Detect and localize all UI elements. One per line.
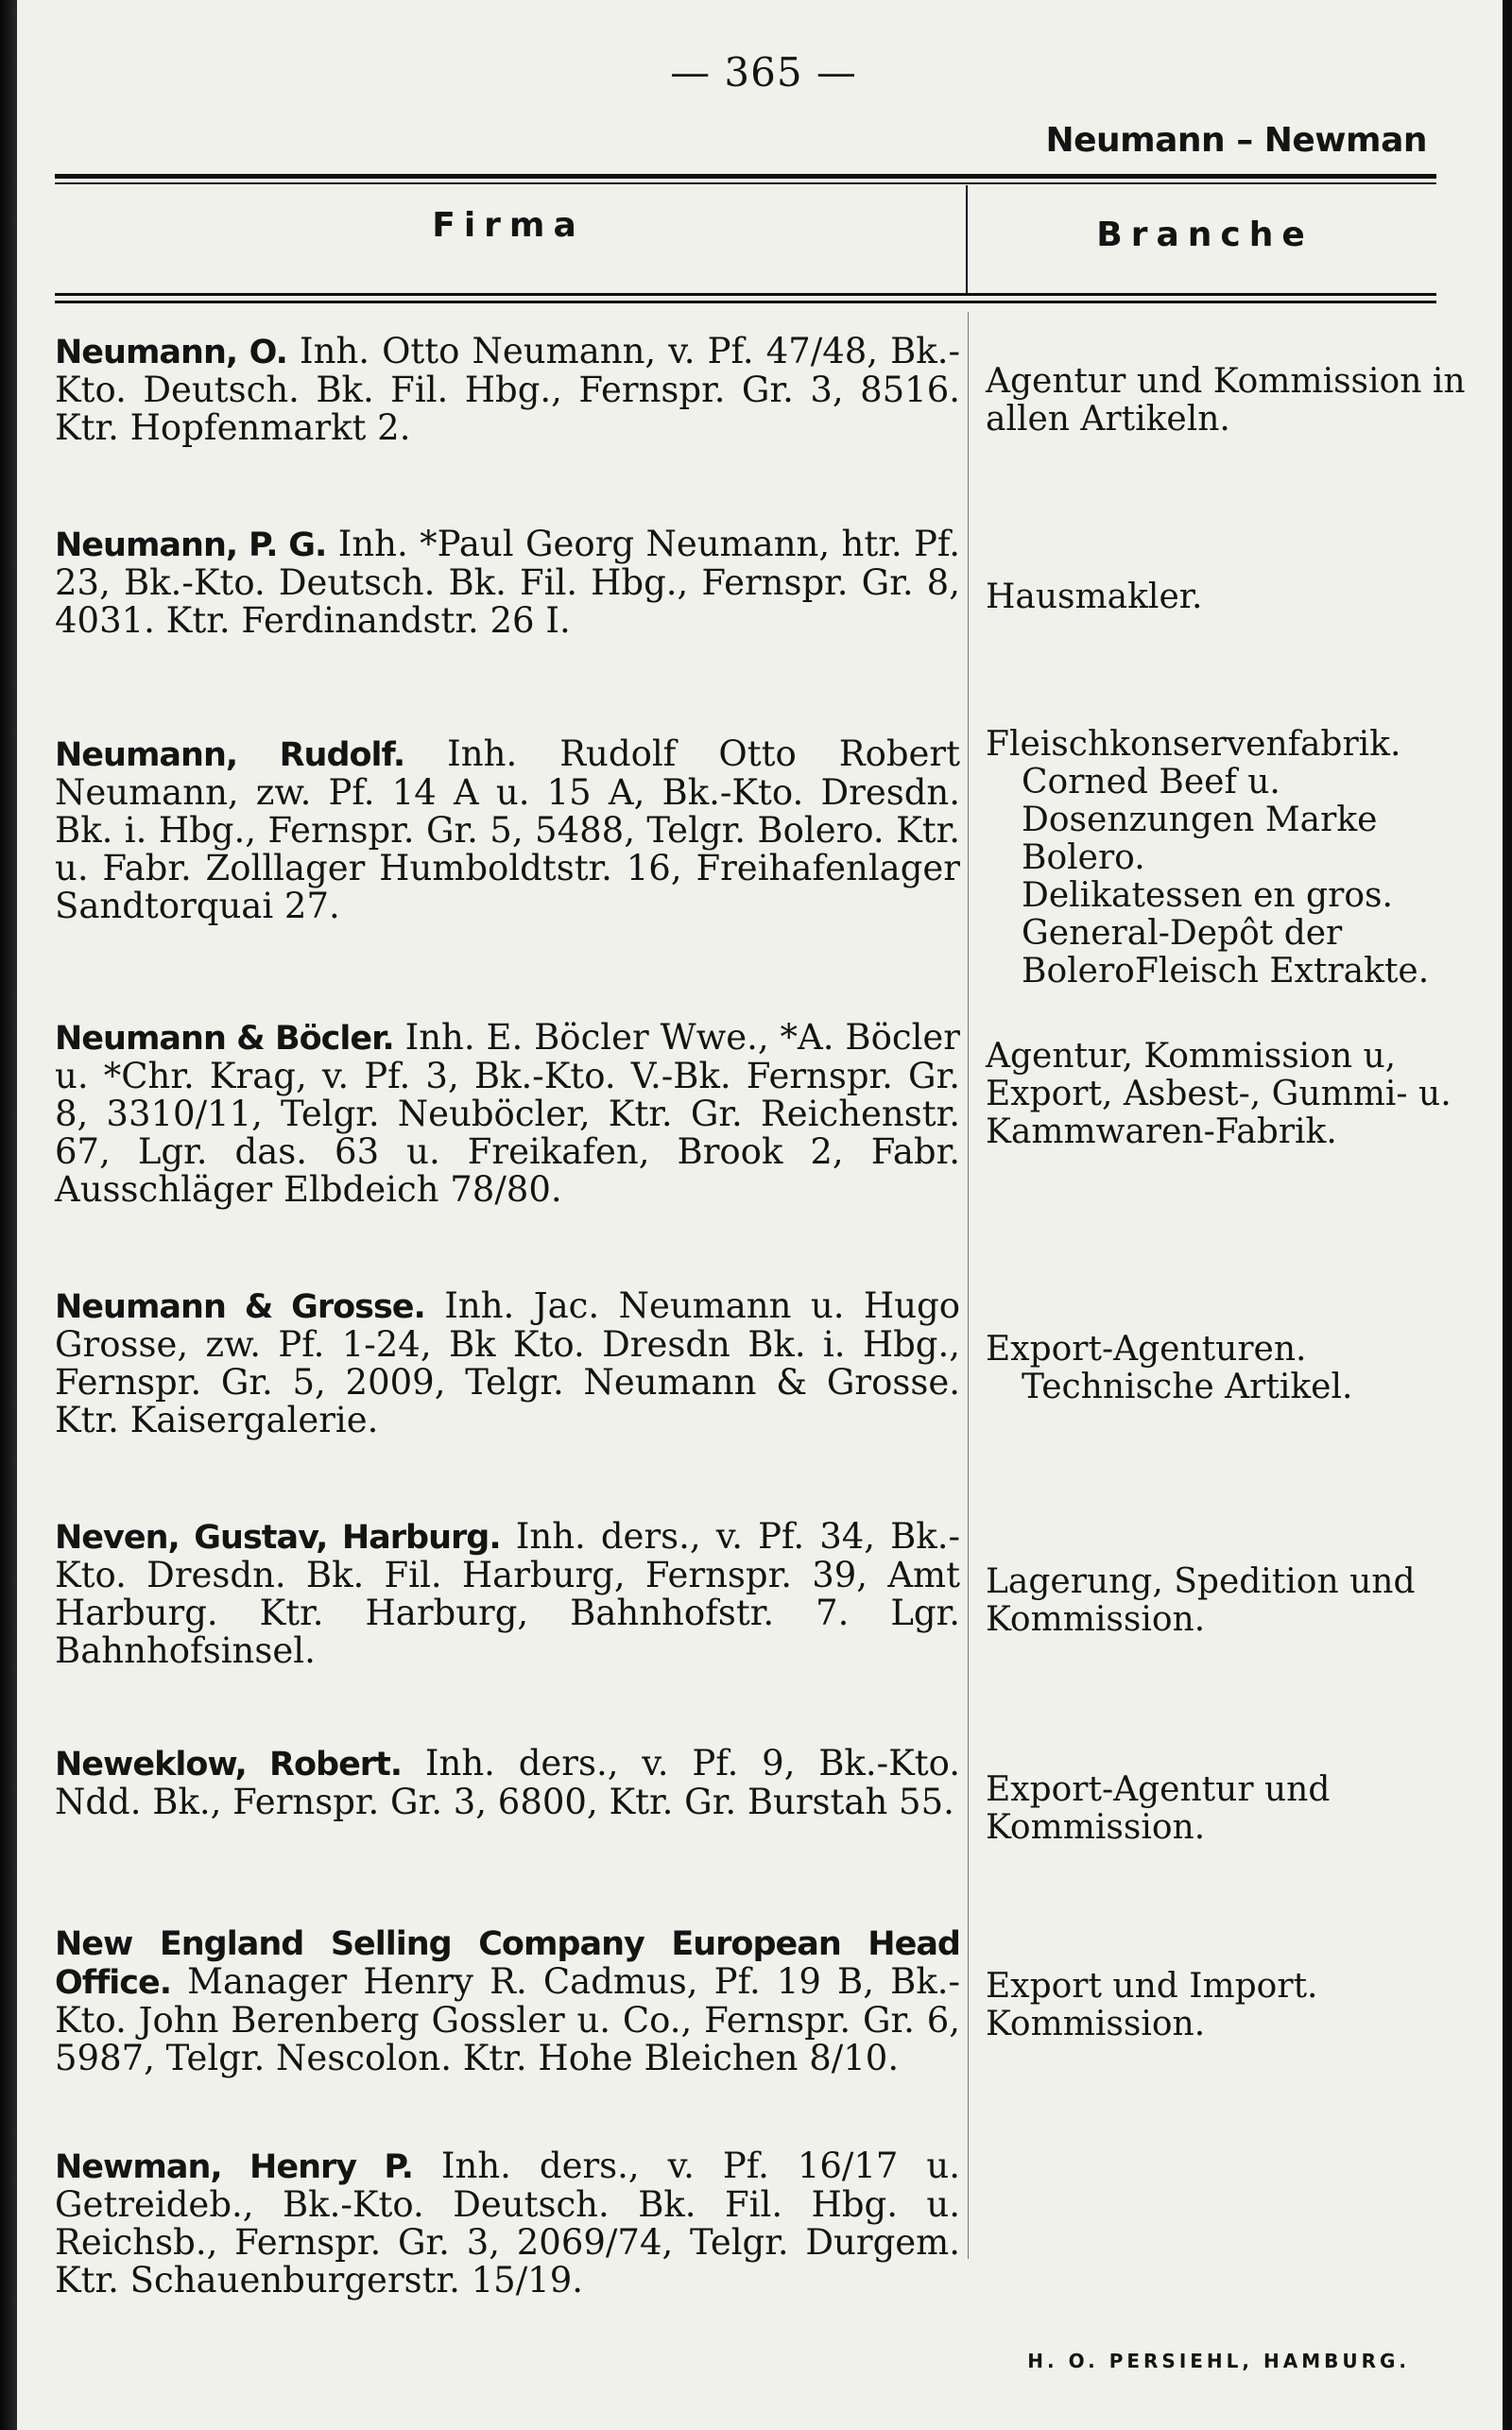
entry-details: Inh. E. Böcler Wwe., *A. Böcler u. *Chr. Krag, v. Pf. 3, Bk.-Kto. V.-Bk. Fernspr. Gr. 8, 3310/11, Telgr. Neuböcler, Ktr. Gr. Reichenstr. 67, Lgr. das. 63 u. Freikafen, Brook 2, Fabr. Ausschläger Elbdeich 78/80. xyxy=(55,1017,960,1210)
entry-firma xyxy=(55,2147,960,2300)
page xyxy=(17,0,1503,2430)
entry-details: Inh. *Paul Georg Neumann, htr. Pf. 23, Bk.-Kto. Deutsch. Bk. Fil. Hbg., Fernspr. Gr. 8, 4031. Ktr. Ferdinandstr. 26 I. xyxy=(55,524,960,641)
entry-branche: Export und Import. Kommission. xyxy=(986,1967,1318,2043)
entry-details: Inh. ders., v. Pf. 34, Bk.-Kto. Dresdn. Bk. Fil. Harburg, Fernspr. 39, Amt Harburg. Ktr. Harburg, Bahnhofstr. 7. Lgr. Bahnhofsinsel. xyxy=(55,1516,960,1671)
branche-line: Corned Beef u. Dosenzungen Marke Bolero. xyxy=(1022,763,1378,877)
entry-details: Inh. Rudolf Otto Robert Neumann, zw. Pf. 14 A u. 15 A, Bk.-Kto. Dresdn. Bk. i. Hbg., Fernspr. Gr. 5, 5488, Telgr. Bolero. Ktr. u. Fabr. Zolllager Humboldtstr. 16, Freihafenlager Sandtorquai 27. xyxy=(55,733,960,926)
branche-line: Delikatessen en gros. xyxy=(1022,876,1393,915)
entry-branche: Agentur, Kommission u, Export, Asbest-, Gummi- u. Kammwaren-Fabrik. xyxy=(986,1037,1452,1151)
entry-firma xyxy=(55,1924,960,2077)
entry-details: Inh. Otto Neumann, v. Pf. 47/48, Bk.-Kto. Deutsch. Bk. Fil. Hbg., Fernspr. Gr. 3, 8516. Ktr. Hopfenmarkt 2. xyxy=(55,331,960,448)
entry-branche: Hausmakler. xyxy=(986,577,1203,616)
column-divider xyxy=(968,312,969,2259)
entry-name: Neumann, P. G. xyxy=(55,526,327,564)
entry-firma xyxy=(55,735,960,925)
running-head: Neumann – Newman xyxy=(1045,121,1427,160)
branche-line: Export-Agenturen. xyxy=(986,1330,1307,1369)
entry-firma xyxy=(55,1019,960,1209)
entry-details: Inh. ders., v. Pf. 16/17 u. Getreideb., Bk.-Kto. Deutsch. Bk. Fil. Hbg. u. Reichsb., Fernspr. Gr. 3, 2069/74, Telgr. Durgem. Ktr. Schauenburgerstr. 15/19. xyxy=(55,2146,960,2301)
entry-details: Inh. Jac. Neumann u. Hugo Grosse, zw. Pf. 1-24, Bk Kto. Dresdn Bk. i. Hbg., Fernspr. Gr. 5, 2009, Telgr. Neumann & Grosse. Ktr. Kaisergalerie. xyxy=(55,1285,960,1440)
entry-branche xyxy=(986,726,1468,991)
entry-name: Neumann, O. xyxy=(55,334,287,371)
top-rule xyxy=(55,174,1436,179)
header-column-divider xyxy=(966,185,968,295)
entry-firma xyxy=(55,333,960,447)
book-spine-shadow xyxy=(0,0,17,2430)
entry-name: Neumann & Grosse. xyxy=(55,1288,425,1326)
entry-name: Neven, Gustav, Harburg. xyxy=(55,1519,501,1557)
entry-name: Neumann & Böcler. xyxy=(55,1020,394,1058)
branche-line: Fleischkonservenfabrik. xyxy=(986,725,1401,764)
header-rule xyxy=(55,293,1436,296)
column-header-firma: Firma xyxy=(432,206,585,245)
entry-firma xyxy=(55,1745,960,1821)
top-rule-thin xyxy=(55,182,1436,184)
entry-firma xyxy=(55,1287,960,1439)
entry-details: Inh. ders., v. Pf. 9, Bk.-Kto. Ndd. Bk., Fernspr. Gr. 3, 6800, Ktr. Gr. Burstah 55. xyxy=(55,1743,961,1822)
column-header-branche: Branche xyxy=(1096,215,1314,254)
entry-firma xyxy=(55,1518,960,1670)
entry-branche: Agentur und Kommission in allen Artikeln. xyxy=(986,362,1466,439)
entry-name: New England Selling Company European Head Office. xyxy=(55,1925,960,2002)
entry-branche: Export-Agentur und Kommission. xyxy=(986,1770,1331,1847)
page-number: — 365 — xyxy=(670,49,857,95)
branche-line: Technische Artikel. xyxy=(1022,1368,1353,1406)
header-rule-double xyxy=(55,301,1436,303)
entry-name: Neweklow, Robert. xyxy=(55,1746,403,1784)
entry-details: Manager Henry R. Cadmus, Pf. 19 B, Bk.-Kto. John Berenberg Gossler u. Co., Fernspr. Gr. 6, 5987, Telgr. Nescolon. Ktr. Hohe Bleichen 8/10. xyxy=(55,1961,960,2078)
entry-name: Neumann, Rudolf. xyxy=(55,736,405,774)
entry-branche xyxy=(986,1331,1468,1406)
branche-line: General-Depôt der BoleroFleisch Extrakte. xyxy=(1022,914,1430,991)
entry-firma xyxy=(55,526,960,640)
entry-branche: Lagerung, Spedition und Kommission. xyxy=(986,1562,1416,1639)
printer-imprint: H. O. PERSIEHL, HAMBURG. xyxy=(1027,2350,1410,2372)
entry-name: Newman, Henry P. xyxy=(55,2148,413,2186)
